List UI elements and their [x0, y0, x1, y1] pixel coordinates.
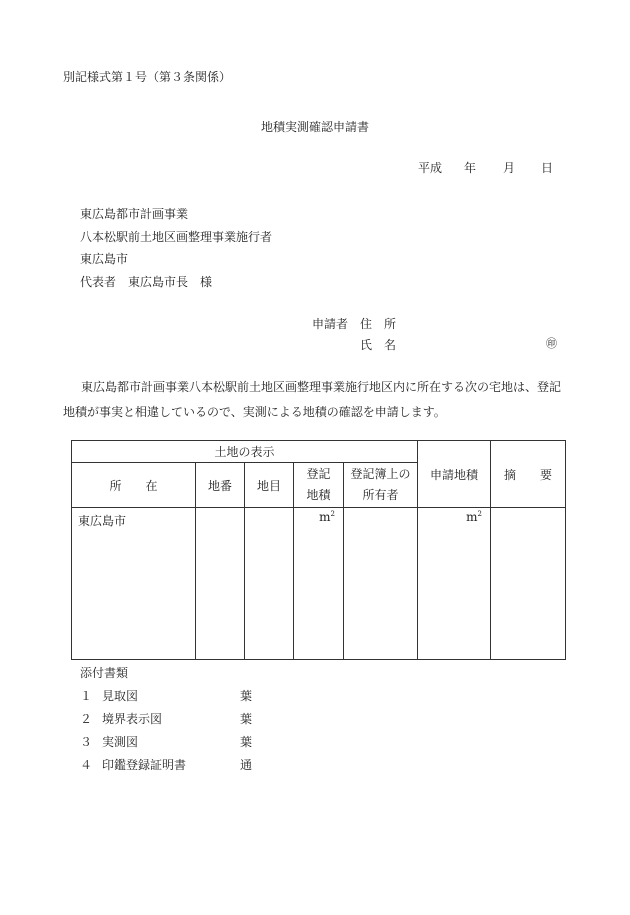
attachments-heading: 添付書類: [80, 666, 129, 680]
attachment-unit: 葉: [240, 689, 253, 703]
attachment-number: ４: [80, 758, 93, 772]
registered-area-cell: [294, 508, 344, 660]
land-table: [71, 440, 566, 660]
attachment-unit: 葉: [240, 735, 253, 749]
land-category-cell: [245, 508, 294, 660]
addressee-project: 東広島都市計画事業: [80, 207, 189, 221]
attachment-number: １: [80, 689, 93, 703]
lot-number-header: 地番: [196, 463, 245, 508]
lot-number-cell: [196, 508, 245, 660]
attachment-name: 印鑑登録証明書: [102, 758, 187, 772]
seal-mark: ㊞: [546, 337, 557, 350]
applicant-label: 申請者: [312, 317, 349, 331]
applied-area-unit-sup: 2: [477, 510, 482, 518]
applied-area-unit: m: [466, 510, 478, 524]
date-era: 平成: [418, 161, 443, 175]
registered-owner-cell: [344, 508, 418, 660]
applicant-address-label: 住 所: [360, 317, 397, 331]
attachment-unit: 葉: [240, 712, 253, 726]
applied-area-header: 申請地積: [418, 441, 491, 508]
date-month: 月: [503, 161, 516, 175]
attachment-number: ２: [80, 712, 93, 726]
date-year: 年: [464, 161, 477, 175]
addressee-operator: 八本松駅前土地区画整理事業施行者: [80, 229, 273, 244]
registered-area-header: 登記 地積: [294, 463, 344, 508]
document-title: 地積実測確認申請書: [260, 120, 369, 134]
registered-area-unit-sup: 2: [330, 510, 335, 518]
request-statement: [63, 375, 561, 425]
attachment-number: ３: [80, 735, 93, 749]
land-display-header: 土地の表示: [72, 441, 418, 463]
addressee-block: [80, 203, 272, 293]
attachment-name: 実測図: [102, 735, 139, 749]
location-cell: 東広島市: [72, 508, 196, 660]
attachment-name: 境界表示図: [102, 712, 163, 726]
addressee-representative: 代表者 東広島市長 様: [80, 274, 213, 289]
summary-cell: [491, 508, 566, 660]
attachment-unit: 通: [240, 758, 253, 772]
location-header: 所 在: [72, 463, 196, 508]
applied-area-cell: [418, 508, 491, 660]
registered-area-unit: m: [319, 510, 331, 524]
request-line-2: 地積が事実と相違しているので、実測による地積の確認を申請します。: [63, 405, 446, 419]
date-line: [418, 159, 553, 176]
addressee-city: 東広島市: [80, 252, 129, 266]
applicant-name-label: 氏 名: [360, 338, 397, 352]
land-category-header: 地目: [245, 463, 294, 508]
applicant-block: [312, 314, 396, 356]
attachment-name: 見取図: [102, 689, 139, 703]
date-day: 日: [541, 161, 554, 175]
form-number: 別記様式第１号（第３条関係）: [63, 70, 232, 84]
request-line-1: 東広島都市計画事業八本松駅前土地区画整理事業施行地区内に所在する次の宅地は、登記: [81, 380, 562, 394]
registered-owner-header: 登記簿上の 所有者: [344, 463, 418, 508]
summary-header: 摘 要: [491, 441, 566, 508]
